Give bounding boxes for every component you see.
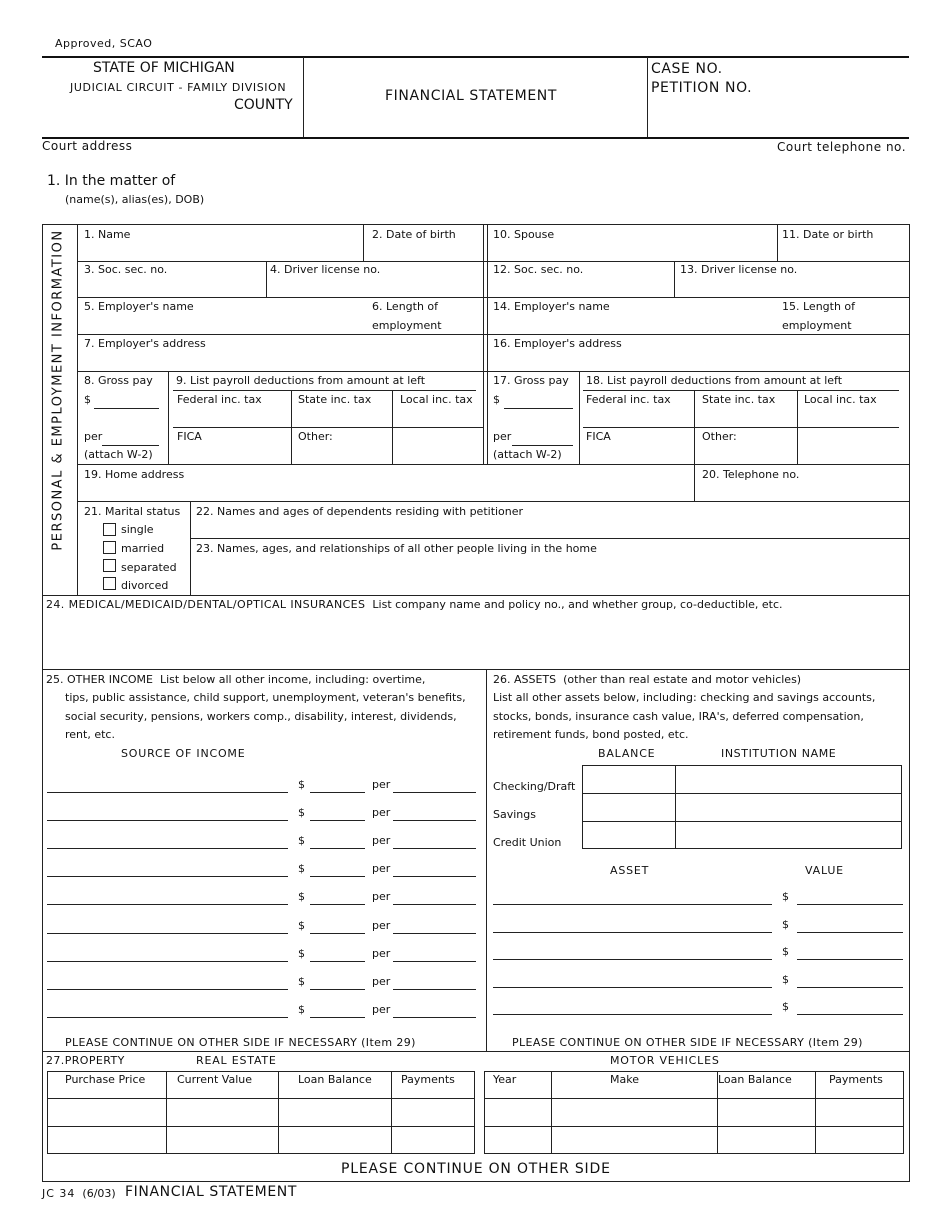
asset-name-field[interactable]	[493, 1014, 772, 1015]
spouse-attach-w2-label: (attach W-2)	[493, 448, 562, 461]
single-label: single	[121, 523, 154, 536]
mv-make-header: Make	[610, 1073, 639, 1086]
length-label-2: employment	[372, 319, 442, 332]
petition-no-label: PETITION NO.	[651, 80, 753, 96]
motor-vehicles-label: MOTOR VEHICLES	[610, 1054, 720, 1067]
income-amount-field[interactable]	[310, 1017, 365, 1018]
divorced-label: divorced	[121, 579, 169, 592]
income-period-field[interactable]	[393, 876, 476, 877]
mv-year-header: Year	[493, 1073, 517, 1086]
name-label: 1. Name	[84, 228, 131, 241]
assets-line-1: List all other assets below, including: checking and savings accounts,	[493, 691, 876, 704]
checking-label: Checking/Draft	[493, 780, 576, 793]
value-header: VALUE	[805, 864, 844, 877]
married-label: married	[121, 542, 165, 555]
income-source-field[interactable]	[47, 820, 288, 821]
income-per-label: per	[372, 946, 391, 960]
income-period-field[interactable]	[393, 904, 476, 905]
income-amount-field[interactable]	[310, 876, 365, 877]
spouse-label: 10. Spouse	[493, 228, 555, 241]
marital-status-label: 21. Marital status	[84, 505, 181, 518]
income-period-field[interactable]	[393, 1017, 476, 1018]
other-income-label: 25. OTHER INCOME	[46, 673, 153, 686]
income-source-field[interactable]	[47, 961, 288, 962]
income-period-field[interactable]	[393, 848, 476, 849]
other-income-line-2: tips, public assistance, child support, unemployment, veteran's benefits,	[65, 691, 466, 704]
spouse-employer-address-label: 16. Employer's address	[493, 337, 622, 350]
mv-payments-header: Payments	[829, 1073, 883, 1086]
re-loan-balance-header: Loan Balance	[298, 1073, 372, 1086]
balance-header: BALANCE	[598, 747, 656, 760]
federal-tax-label: Federal inc. tax	[177, 393, 262, 406]
deductions-label: 9. List payroll deductions from amount at left	[176, 374, 426, 387]
income-per-label: per	[372, 806, 391, 820]
married-checkbox[interactable]	[103, 541, 116, 554]
spouse-deductions-label: 18. List payroll deductions from amount at left	[586, 374, 843, 387]
income-source-field[interactable]	[47, 989, 288, 990]
re-payments-header: Payments	[401, 1073, 455, 1086]
asset-name-field[interactable]	[493, 904, 772, 905]
spouse-federal-tax-label: Federal inc. tax	[586, 393, 671, 406]
court-telephone-label: Court telephone no.	[777, 140, 907, 154]
income-dollar-sign: $	[298, 974, 305, 988]
income-amount-field[interactable]	[310, 989, 365, 990]
header-top-rule	[42, 56, 909, 58]
real-estate-label: REAL ESTATE	[196, 1054, 277, 1067]
asset-dollar-sign: $	[782, 1000, 789, 1013]
county-label: COUNTY	[234, 97, 293, 113]
income-source-field[interactable]	[47, 933, 288, 934]
income-source-field[interactable]	[47, 876, 288, 877]
income-per-label: per	[372, 918, 391, 932]
assets-line-3: retirement funds, bond posted, etc.	[493, 728, 689, 741]
income-per-label: per	[372, 890, 391, 904]
income-dollar-sign: $	[298, 806, 305, 820]
income-period-field[interactable]	[393, 820, 476, 821]
income-per-label: per	[372, 834, 391, 848]
income-dollar-sign: $	[298, 778, 305, 791]
spouse-state-tax-label: State inc. tax	[702, 393, 776, 406]
income-per-label: per	[372, 862, 391, 876]
other-income-line-4: rent, etc.	[65, 728, 115, 741]
ssn-label: 3. Soc. sec. no.	[84, 263, 168, 276]
institution-header: INSTITUTION NAME	[721, 747, 837, 760]
re-purchase-price-header: Purchase Price	[65, 1073, 146, 1086]
state-tax-label: State inc. tax	[298, 393, 372, 406]
spouse-length-label-2: employment	[782, 319, 852, 332]
asset-value-field[interactable]	[797, 959, 903, 960]
income-per-label: per	[372, 1002, 391, 1016]
re-current-value-header: Current Value	[177, 1073, 253, 1086]
employer-label: 5. Employer's name	[84, 300, 194, 313]
insurance-desc: List company name and policy no., and whether group, co-deductible, etc.	[372, 598, 783, 611]
insurance-title: 24. MEDICAL/MEDICAID/DENTAL/OPTICAL INSURANCES	[46, 598, 366, 611]
length-label: 6. Length of	[372, 300, 439, 313]
other-income-continue: PLEASE CONTINUE ON OTHER SIDE IF NECESSARY (Item 29)	[65, 1036, 416, 1049]
other-deduction-label: Other:	[298, 430, 333, 443]
income-per-label: per	[372, 974, 391, 988]
income-amount-field[interactable]	[310, 904, 365, 905]
section-label-personal-employment: PERSONAL & EMPLOYMENT INFORMATION	[50, 229, 66, 551]
assets-note: (other than real estate and motor vehicles)	[563, 673, 802, 686]
fica-label: FICA	[177, 430, 202, 443]
savings-label: Savings	[493, 808, 536, 821]
asset-dollar-sign: $	[782, 917, 789, 931]
form-code	[42, 1187, 116, 1200]
dob-label: 2. Date of birth	[372, 228, 456, 241]
income-source-field[interactable]	[47, 792, 288, 793]
matter-label: 1. In the matter of	[47, 173, 176, 189]
spouse-dob-label: 11. Date or birth	[782, 228, 874, 241]
license-label: 4. Driver license no.	[270, 263, 381, 276]
credit-union-label: Credit Union	[493, 836, 562, 849]
income-dollar-sign: $	[298, 890, 305, 904]
income-source-field[interactable]	[47, 848, 288, 849]
property-label: 27.PROPERTY	[46, 1054, 125, 1067]
income-dollar-sign: $	[298, 1002, 305, 1016]
form-title: FINANCIAL STATEMENT	[385, 88, 558, 104]
asset-name-field[interactable]	[493, 959, 772, 960]
income-dollar-sign: $	[298, 862, 305, 876]
single-checkbox[interactable]	[103, 523, 116, 536]
attach-w2-label: (attach W-2)	[84, 448, 153, 461]
spouse-local-tax-label: Local inc. tax	[804, 393, 877, 406]
header-bottom-rule	[42, 137, 909, 139]
asset-value-field[interactable]	[797, 1014, 903, 1015]
mv-loan-balance-header: Loan Balance	[718, 1073, 792, 1086]
per-label: per	[84, 430, 103, 443]
income-amount-field[interactable]	[310, 933, 365, 934]
income-amount-field[interactable]	[310, 961, 365, 962]
income-period-field[interactable]	[393, 961, 476, 962]
spouse-other-deduction-label: Other:	[702, 430, 737, 443]
asset-value-field[interactable]	[797, 932, 903, 933]
income-source-field[interactable]	[47, 904, 288, 905]
asset-value-field[interactable]	[797, 987, 903, 988]
form-code-id: JC 34	[42, 1187, 76, 1200]
local-tax-label: Local inc. tax	[400, 393, 473, 406]
spouse-employer-label: 14. Employer's name	[493, 300, 610, 313]
income-dollar-sign: $	[298, 946, 305, 960]
gross-pay-field[interactable]	[94, 408, 159, 409]
circuit-label: JUDICIAL CIRCUIT - FAMILY DIVISION	[70, 81, 287, 94]
assets-heading	[493, 673, 801, 686]
income-dollar-sign: $	[298, 834, 305, 848]
income-source-field[interactable]	[47, 1017, 288, 1018]
assets-line-2: stocks, bonds, insurance cash value, IRA's, deferred compensation,	[493, 710, 864, 723]
separated-checkbox[interactable]	[103, 559, 116, 572]
asset-dollar-sign: $	[782, 945, 789, 958]
court-address-label: Court address	[42, 139, 133, 153]
income-per-label: per	[372, 778, 391, 791]
asset-header: ASSET	[610, 864, 650, 877]
income-amount-field[interactable]	[310, 820, 365, 821]
form-code-date: (6/03)	[82, 1187, 116, 1200]
asset-dollar-sign: $	[782, 890, 789, 903]
asset-dollar-sign: $	[782, 972, 789, 986]
gross-pay-label: 8. Gross pay	[84, 374, 153, 387]
spouse-gross-pay-dollar: $	[493, 393, 500, 406]
other-income-line-1: List below all other income, including: overtime,	[159, 673, 426, 686]
spouse-gross-pay-field[interactable]	[504, 408, 573, 409]
continue-other-side: PLEASE CONTINUE ON OTHER SIDE	[341, 1161, 611, 1177]
other-household-label: 23. Names, ages, and relationships of all other people living in the home	[196, 542, 597, 555]
dependents-label: 22. Names and ages of dependents residing with petitioner	[196, 505, 524, 518]
income-period-field[interactable]	[393, 933, 476, 934]
spouse-license-label: 13. Driver license no.	[680, 263, 798, 276]
insurance-label	[46, 598, 783, 611]
gross-pay-dollar: $	[84, 393, 91, 406]
income-period-field[interactable]	[393, 989, 476, 990]
employer-address-label: 7. Employer's address	[84, 337, 206, 350]
spouse-fica-label: FICA	[586, 430, 611, 443]
income-amount-field[interactable]	[310, 848, 365, 849]
divorced-checkbox[interactable]	[103, 577, 116, 590]
income-amount-field[interactable]	[310, 792, 365, 793]
assets-label: 26. ASSETS	[493, 673, 557, 686]
other-income-heading	[46, 673, 425, 686]
spouse-per-label: per	[493, 430, 512, 443]
case-no-label: CASE NO.	[651, 61, 723, 77]
income-period-field[interactable]	[393, 792, 476, 793]
separated-label: separated	[121, 561, 177, 574]
income-dollar-sign: $	[298, 918, 305, 932]
other-income-line-3: social security, pensions, workers comp., disability, interest, dividends,	[65, 710, 457, 723]
home-address-label: 19. Home address	[84, 468, 185, 481]
telephone-label: 20. Telephone no.	[702, 468, 800, 481]
footer-title: FINANCIAL STATEMENT	[125, 1184, 298, 1200]
matter-sub: (name(s), alias(es), DOB)	[65, 193, 205, 206]
source-of-income-header: SOURCE OF INCOME	[121, 747, 246, 760]
per-field[interactable]	[102, 445, 159, 446]
spouse-ssn-label: 12. Soc. sec. no.	[493, 263, 584, 276]
accounts-table	[582, 765, 902, 849]
spouse-gross-pay-label: 17. Gross pay	[493, 374, 569, 387]
assets-continue: PLEASE CONTINUE ON OTHER SIDE IF NECESSARY (Item 29)	[512, 1036, 863, 1049]
state-of-michigan: STATE OF MICHIGAN	[93, 60, 235, 76]
asset-value-field[interactable]	[797, 904, 903, 905]
asset-name-field[interactable]	[493, 932, 772, 933]
spouse-per-field[interactable]	[512, 445, 573, 446]
spouse-length-label: 15. Length of	[782, 300, 856, 313]
approved-text: Approved, SCAO	[55, 37, 153, 50]
asset-name-field[interactable]	[493, 987, 772, 988]
